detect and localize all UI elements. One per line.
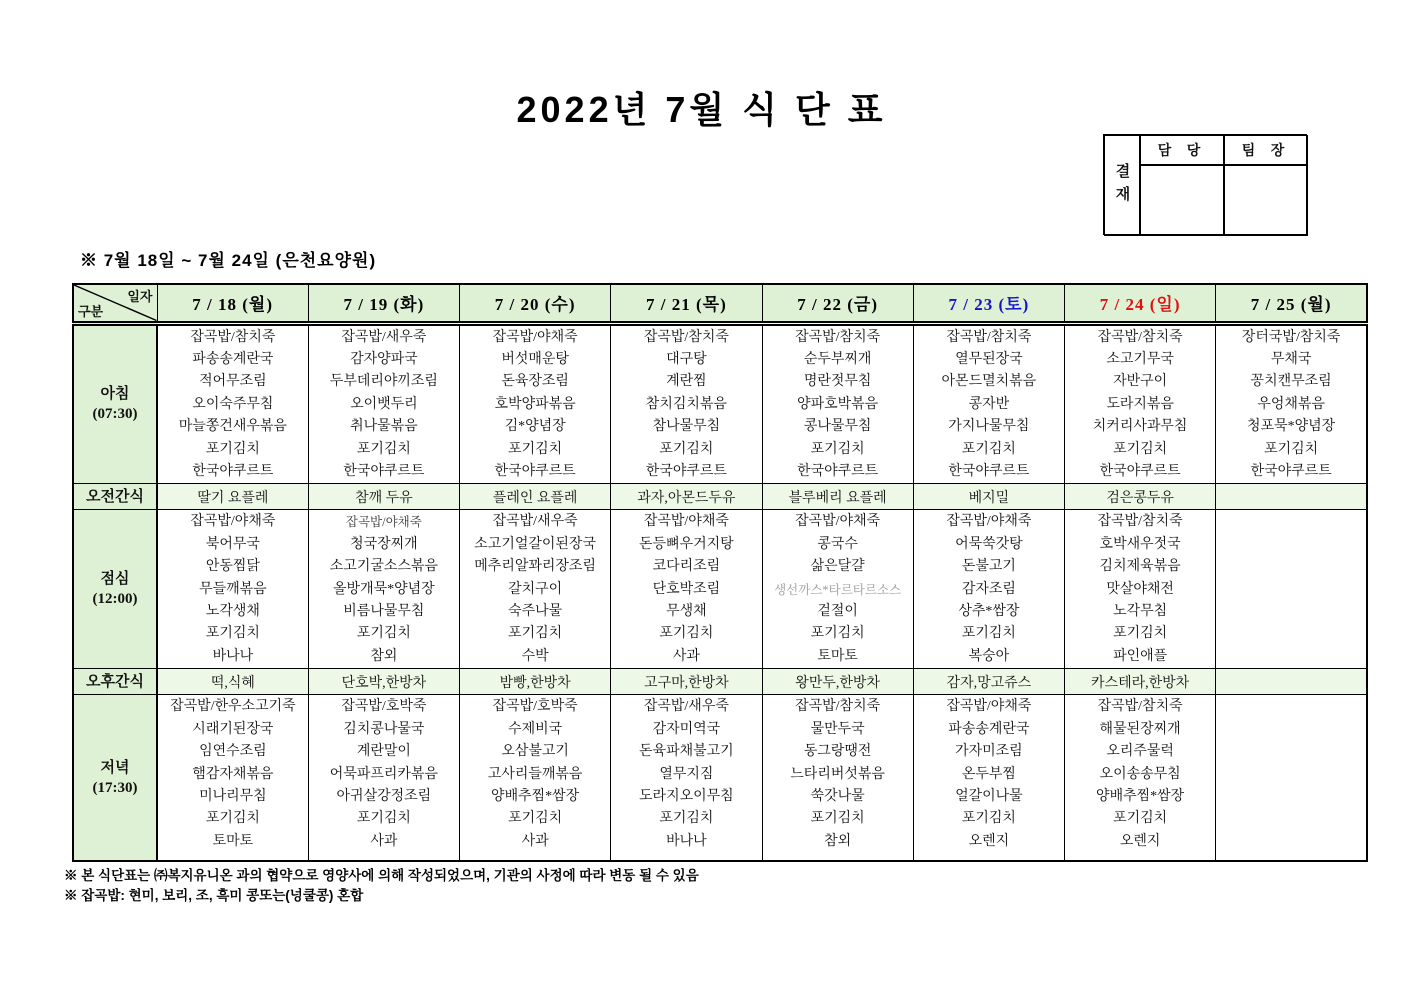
menu-item: 한국야쿠르트 <box>948 463 1030 479</box>
week-range-subtitle: ※ 7월 18일 ~ 7월 24일 (은천요양원) <box>80 251 377 270</box>
afternoon-snack-cell-8 <box>1216 669 1367 695</box>
menu-item: 콩국수 <box>817 536 858 552</box>
menu-item: 잡곡밥/새우죽 <box>492 514 578 530</box>
menu-item: 온두부찜 <box>961 766 1016 782</box>
menu-item: 메추리알꽈리장조림 <box>474 559 596 575</box>
menu-item: 한국야쿠르트 <box>494 463 576 479</box>
approval-col-teamlead: 팀 장 <box>1224 135 1308 165</box>
menu-item: 우엉채볶음 <box>1257 396 1325 412</box>
afternoon-snack-cell-4: 고구마,한방차 <box>611 669 762 695</box>
menu-item: 숙주나물 <box>508 603 563 619</box>
menu-item: 물만두국 <box>810 721 865 737</box>
approval-box <box>1103 134 1307 235</box>
dinner-cell-5 <box>762 695 913 861</box>
afternoon-snack-cell-7: 카스테라,한방차 <box>1065 669 1216 695</box>
menu-item: 열무된장국 <box>955 351 1023 367</box>
morning-snack-cell-2: 참깨 두유 <box>308 484 459 510</box>
menu-item: 참치김치볶음 <box>645 396 727 412</box>
menu-item: 잡곡밥/참치죽 <box>643 329 729 345</box>
menu-item: 대구탕 <box>666 351 707 367</box>
lunch-cell-2 <box>308 510 459 669</box>
menu-item: 잡곡밥/참치죽 <box>1097 514 1183 530</box>
breakfast-cell-3 <box>460 323 611 484</box>
menu-item: 감자미역국 <box>652 721 721 737</box>
menu-item: 노각생채 <box>205 603 260 619</box>
menu-item: 가자미조림 <box>955 744 1023 760</box>
morning-snack-cell-6: 베지밀 <box>913 484 1064 510</box>
row-afternoon-snack <box>73 669 1367 695</box>
morning-snack-cell-8 <box>1216 484 1367 510</box>
menu-item: 한국야쿠르트 <box>343 463 425 479</box>
menu-item: 잡곡밥/호박죽 <box>341 699 427 715</box>
menu-item: 잡곡밥/야채죽 <box>492 329 578 345</box>
menu-item: 오이송송무침 <box>1099 766 1181 782</box>
menu-item: 미나리무침 <box>199 788 267 804</box>
menu-item: 햄감자채볶음 <box>192 766 274 782</box>
date-header-3: 7 / 20 (수) <box>460 284 611 323</box>
menu-item: 포기김치 <box>810 811 865 827</box>
menu-item: 자반구이 <box>1113 374 1168 390</box>
menu-item: 갈치구이 <box>508 581 563 597</box>
menu-item: 잡곡밥/참치죽 <box>1097 699 1183 715</box>
menu-item: 소고기무국 <box>1106 351 1174 367</box>
menu-item: 수제비국 <box>508 721 563 737</box>
menu-item: 포기김치 <box>356 441 411 457</box>
row-label-lunch: 점심 (12:00) <box>73 510 157 669</box>
menu-item: 포기김치 <box>659 811 714 827</box>
date-header-6: 7 / 23 (토) <box>913 284 1064 323</box>
menu-item: 한국야쿠르트 <box>192 463 274 479</box>
afternoon-snack-cell-5: 왕만두,한방차 <box>762 669 913 695</box>
menu-item: 한국야쿠르트 <box>1250 463 1332 479</box>
menu-item: 북어무국 <box>205 536 260 552</box>
menu-item: 포기김치 <box>205 441 260 457</box>
menu-item: 고사리들깨볶음 <box>487 766 583 782</box>
menu-item: 감자양파국 <box>350 351 418 367</box>
menu-item: 사과 <box>521 833 549 849</box>
menu-item: 두부데리야끼조림 <box>329 374 438 390</box>
menu-item: 양배추찜*쌈장 <box>1096 788 1185 804</box>
menu-item: 얼갈이나물 <box>955 788 1023 804</box>
lunch-cell-7 <box>1065 510 1216 669</box>
menu-item: 청포묵*양념장 <box>1247 419 1336 435</box>
menu-item: 안동찜닭 <box>205 559 260 575</box>
menu-item: 버섯매운탕 <box>501 351 569 367</box>
menu-item: 잡곡밥/야채죽 <box>190 514 276 530</box>
menu-item: 돈불고기 <box>961 559 1016 575</box>
menu-item: 잡곡밥/참치죽 <box>190 329 276 345</box>
menu-item: 올방개묵*양념장 <box>333 581 435 597</box>
lunch-cell-6 <box>913 510 1064 669</box>
menu-item: 오이뱃두리 <box>350 396 418 412</box>
afternoon-snack-cell-2: 단호박,한방차 <box>308 669 459 695</box>
menu-item: 포기김치 <box>1264 441 1319 457</box>
breakfast-cell-1 <box>157 323 308 484</box>
menu-item: 토마토 <box>817 648 858 664</box>
menu-item: 단호박조림 <box>652 581 721 597</box>
menu-item: 포기김치 <box>356 811 411 827</box>
menu-item: 한국야쿠르트 <box>645 463 727 479</box>
morning-snack-cell-4: 과자,아몬드두유 <box>611 484 762 510</box>
menu-item: 명란젓무침 <box>803 374 872 390</box>
lunch-cell-5 <box>762 510 913 669</box>
menu-item: 포기김치 <box>1113 811 1168 827</box>
approval-col-manager: 담 당 <box>1140 135 1224 165</box>
menu-item: 잡곡밥/야채죽 <box>795 514 881 530</box>
breakfast-cell-5 <box>762 323 913 484</box>
morning-snack-cell-3: 플레인 요플레 <box>460 484 611 510</box>
menu-item: 무들깨볶음 <box>199 581 267 597</box>
page-title: 2022년 7월 식 단 표 <box>516 89 887 130</box>
menu-item: 참외 <box>370 648 398 664</box>
menu-item: 아귀살강정조림 <box>336 788 432 804</box>
menu-item: 무채국 <box>1270 351 1312 367</box>
afternoon-snack-cell-3: 밤빵,한방차 <box>460 669 611 695</box>
row-lunch <box>73 510 1367 669</box>
menu-item: 어묵쑥갓탕 <box>955 536 1023 552</box>
breakfast-cell-7 <box>1065 323 1216 484</box>
menu-item: 포기김치 <box>356 626 411 642</box>
menu-item: 도라지볶음 <box>1106 396 1174 412</box>
menu-item: 콩자반 <box>968 396 1010 412</box>
row-morning-snack <box>73 484 1367 510</box>
menu-item: 바나나 <box>212 648 254 664</box>
menu-item: 잡곡밥/한우소고기죽 <box>170 699 296 715</box>
menu-item: 쑥갓나물 <box>810 788 865 804</box>
lunch-cell-8 <box>1216 510 1367 669</box>
menu-item: 오렌지 <box>1119 833 1161 849</box>
date-header-4: 7 / 21 (목) <box>611 284 762 323</box>
menu-item: 노각무침 <box>1113 603 1168 619</box>
menu-item: 포기김치 <box>810 441 865 457</box>
corner-date-label: 일자 <box>127 289 153 304</box>
morning-snack-cell-5: 블루베리 요플레 <box>762 484 913 510</box>
menu-item: 포기김치 <box>961 811 1016 827</box>
menu-item: 포기김치 <box>508 441 563 457</box>
menu-item: 콩나물무침 <box>803 419 872 435</box>
menu-item: 느타리버섯볶음 <box>790 766 885 782</box>
menu-item: 치커리사과무침 <box>1092 419 1188 435</box>
menu-item: 오이숙주무침 <box>192 396 274 412</box>
menu-item: 비름나물무침 <box>343 603 425 619</box>
menu-item: 포기김치 <box>810 626 865 642</box>
breakfast-cell-6 <box>913 323 1064 484</box>
menu-item: 순두부찌개 <box>803 351 872 367</box>
footnote-line: ※ 본 식단표는 ㈜복지유니온 과의 협약으로 영양사에 의해 작성되었으며, 기관의 사정에 따라 변동 될 수 있음 <box>64 868 699 883</box>
menu-item: 잡곡밥/참치죽 <box>795 699 881 715</box>
menu-item: 돈육장조림 <box>501 374 569 390</box>
menu-item: 감자조림 <box>961 581 1016 597</box>
menu-item: 맛살야채전 <box>1106 581 1174 597</box>
menu-item: 마늘쫑건새우볶음 <box>178 419 287 435</box>
menu-item: 잡곡밥/호박죽 <box>492 699 578 715</box>
menu-item: 잡곡밥/야채죽 <box>643 514 729 530</box>
row-label-breakfast: 아침 (07:30) <box>73 323 157 484</box>
menu-item: 잡곡밥/야채죽 <box>946 514 1032 530</box>
lunch-cell-3 <box>460 510 611 669</box>
menu-item: 사과 <box>370 833 398 849</box>
menu-item: 파송송계란국 <box>948 721 1030 737</box>
menu-item: 겉절이 <box>817 603 858 619</box>
dinner-cell-2 <box>308 695 459 861</box>
menu-item: 양배추찜*쌈장 <box>491 788 580 804</box>
row-breakfast <box>73 323 1367 484</box>
menu-item: 오리주물럭 <box>1106 744 1174 760</box>
dinner-cell-6 <box>913 695 1064 861</box>
menu-item: 상추*쌈장 <box>958 603 1020 619</box>
menu-item: 포기김치 <box>205 626 260 642</box>
menu-item: 사과 <box>672 648 700 664</box>
morning-snack-cell-1: 딸기 요플레 <box>157 484 308 510</box>
approval-label: 결재 <box>1104 135 1140 236</box>
menu-item: 오삼불고기 <box>501 744 569 760</box>
menu-item: 어묵파프리카볶음 <box>329 766 438 782</box>
afternoon-snack-cell-6: 감자,망고쥬스 <box>913 669 1064 695</box>
morning-snack-cell-7: 검은콩두유 <box>1065 484 1216 510</box>
menu-item: 돈육파채불고기 <box>639 744 734 760</box>
menu-item: 삶은달걀 <box>810 559 865 575</box>
menu-item: 파인애플 <box>1113 648 1168 664</box>
footnote-line: ※ 잡곡밥: 현미, 보리, 조, 흑미 콩또는(넝쿨콩) 혼합 <box>64 888 364 903</box>
menu-item: 열무지짐 <box>659 766 714 782</box>
menu-item: 적어무조림 <box>199 374 267 390</box>
menu-item: 포기김치 <box>508 811 563 827</box>
breakfast-cell-4 <box>611 323 762 484</box>
dinner-cell-8 <box>1216 695 1367 861</box>
date-header-2: 7 / 19 (화) <box>308 284 459 323</box>
menu-item: 복숭아 <box>968 648 1010 664</box>
menu-item: 김치콩나물국 <box>343 721 425 737</box>
menu-item: 한국야쿠르트 <box>1099 463 1181 479</box>
lunch-cell-1 <box>157 510 308 669</box>
menu-item: 임연수조림 <box>199 744 267 760</box>
dinner-cell-7 <box>1065 695 1216 861</box>
menu-item: 잡곡밥/야채죽 <box>345 515 422 530</box>
lunch-cell-4 <box>611 510 762 669</box>
menu-item: 포기김치 <box>1113 626 1168 642</box>
dinner-cell-4 <box>611 695 762 861</box>
menu-item: 계란찜 <box>666 374 707 390</box>
row-label-morning-snack: 오전간식 <box>73 484 157 510</box>
menu-item: 잡곡밥/참치죽 <box>946 329 1032 345</box>
date-header-5: 7 / 22 (금) <box>762 284 913 323</box>
menu-item: 계란말이 <box>356 744 411 760</box>
footnotes <box>64 866 699 906</box>
menu-item: 바나나 <box>666 833 707 849</box>
menu-item: 파송송계란국 <box>192 351 274 367</box>
menu-item: 잡곡밥/새우죽 <box>643 699 729 715</box>
menu-item: 참나물무침 <box>652 419 721 435</box>
menu-item: 오렌지 <box>968 833 1010 849</box>
menu-item: 호박새우젓국 <box>1099 536 1181 552</box>
menu-item: 포기김치 <box>659 441 714 457</box>
dinner-cell-1 <box>157 695 308 861</box>
menu-item: 잡곡밥/참치죽 <box>795 329 881 345</box>
date-header-row <box>73 284 1367 323</box>
date-header-7: 7 / 24 (일) <box>1065 284 1216 323</box>
menu-item: 꽁치캔무조림 <box>1250 374 1332 390</box>
menu-item: 포기김치 <box>508 626 563 642</box>
menu-item: 소고기굴소스볶음 <box>329 559 438 575</box>
menu-item: 잡곡밥/새우죽 <box>341 329 427 345</box>
menu-item: 김치제육볶음 <box>1099 559 1181 575</box>
menu-item: 포기김치 <box>1113 441 1168 457</box>
row-label-afternoon-snack: 오후간식 <box>73 669 157 695</box>
menu-table <box>72 283 1368 862</box>
menu-item: 시래기된장국 <box>192 721 274 737</box>
date-header-8: 7 / 25 (월) <box>1216 284 1367 323</box>
breakfast-cell-2 <box>308 323 459 484</box>
menu-item: 가지나물무침 <box>948 419 1030 435</box>
menu-item: 무생채 <box>666 603 707 619</box>
approval-sign-manager <box>1140 165 1224 236</box>
date-header-1: 7 / 18 (월) <box>157 284 308 323</box>
corner-category-label: 구분 <box>78 303 104 319</box>
menu-item: 코다리조림 <box>652 559 721 575</box>
row-label-dinner: 저녁 (17:30) <box>73 695 157 861</box>
menu-item: 한국야쿠르트 <box>797 463 879 479</box>
menu-item: 돈등뼈우거지탕 <box>639 536 734 552</box>
approval-sign-teamlead <box>1224 165 1308 236</box>
row-dinner <box>73 695 1367 861</box>
menu-item: 동그랑땡전 <box>803 744 872 760</box>
menu-item: 양파호박볶음 <box>797 396 879 412</box>
afternoon-snack-cell-1: 떡,식혜 <box>157 669 308 695</box>
menu-item: 수박 <box>521 648 549 664</box>
menu-item: 청국장찌개 <box>350 536 418 552</box>
menu-item: 토마토 <box>212 833 254 849</box>
menu-item: 해물된장찌개 <box>1099 721 1181 737</box>
menu-item: 포기김치 <box>205 811 260 827</box>
menu-item: 김*양념장 <box>504 419 566 435</box>
menu-item: 아몬드멸치볶음 <box>941 374 1037 390</box>
menu-item: 소고기얼갈이된장국 <box>474 536 596 552</box>
menu-item: 잡곡밥/야채죽 <box>946 699 1032 715</box>
menu-item: 도라지오이무침 <box>639 788 734 804</box>
corner-cell <box>73 284 157 323</box>
dinner-cell-3 <box>460 695 611 861</box>
menu-item: 호박양파볶음 <box>494 396 576 412</box>
menu-item: 포기김치 <box>659 626 714 642</box>
menu-item: 잡곡밥/참치죽 <box>1097 329 1183 345</box>
menu-item: 포기김치 <box>961 626 1016 642</box>
menu-item: 생선까스*타르타르소스 <box>774 582 902 597</box>
menu-item: 장터국밥/참치죽 <box>1241 329 1341 345</box>
menu-item: 포기김치 <box>961 441 1016 457</box>
breakfast-cell-8 <box>1216 323 1367 484</box>
menu-item: 취나물볶음 <box>350 419 418 435</box>
menu-item: 참외 <box>824 833 852 849</box>
